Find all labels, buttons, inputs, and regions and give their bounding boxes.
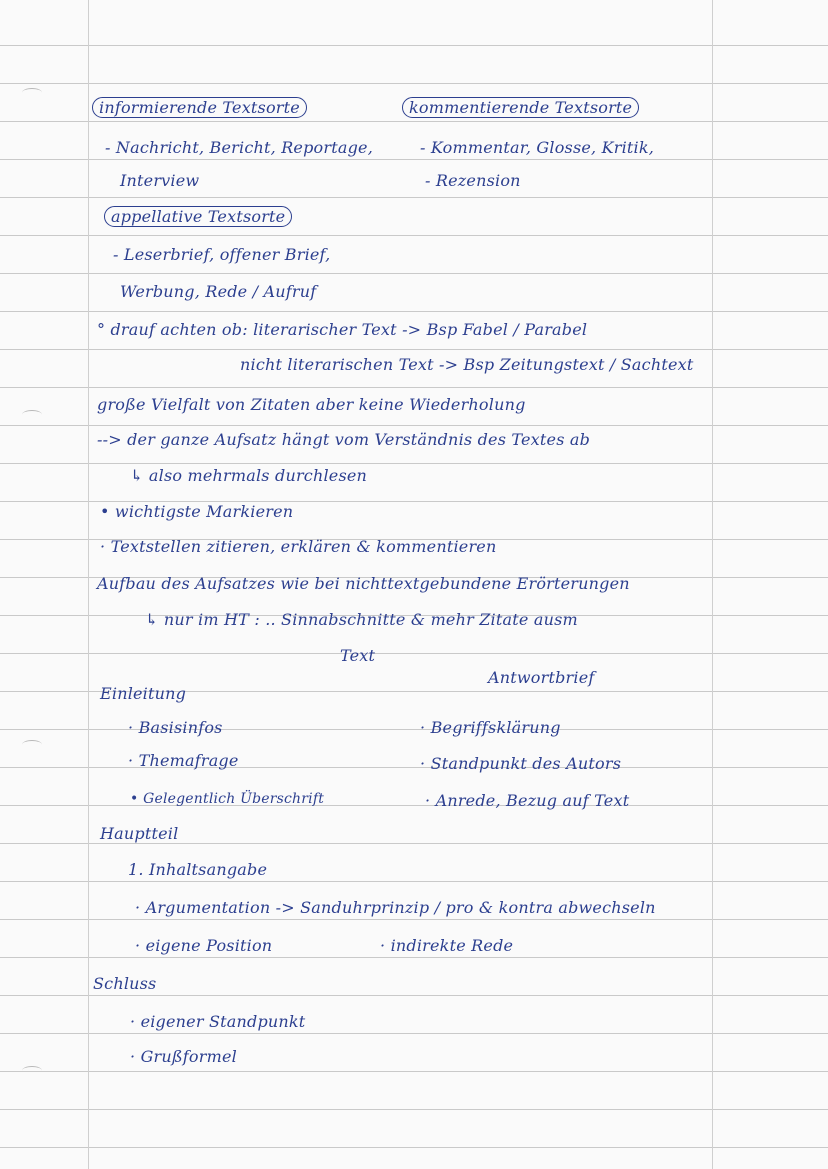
punch-hole-mark	[22, 410, 42, 419]
note-line: · eigene Position	[135, 936, 273, 955]
section-heading-schluss: Schluss	[93, 974, 157, 993]
note-line: ↳ also mehrmals durchlesen	[130, 466, 368, 485]
note-line: - Nachricht, Bericht, Reportage,	[105, 138, 373, 157]
note-line: Aufbau des Aufsatzes wie bei nichttextgebundene Erörterungen	[97, 574, 630, 593]
heading-informierende-textsorte: informierende Textsorte	[92, 97, 307, 118]
section-heading-einleitung: Einleitung	[100, 684, 187, 703]
note-line: • wichtigste Markieren	[100, 502, 294, 521]
right-margin-line	[712, 0, 713, 1169]
note-line: Antwortbrief	[488, 668, 595, 687]
note-line: · Begriffsklärung	[420, 718, 561, 737]
note-line: · Basisinfos	[128, 718, 223, 737]
note-line: - Rezension	[425, 171, 521, 190]
note-line: Werbung, Rede / Aufruf	[120, 282, 317, 301]
punch-hole-mark	[22, 88, 42, 97]
punch-hole-mark	[22, 1066, 42, 1075]
note-line: · Anrede, Bezug auf Text	[425, 791, 630, 810]
heading-kommentierende-textsorte: kommentierende Textsorte	[402, 97, 639, 118]
note-line: große Vielfalt von Zitaten aber keine Wiederholung	[97, 395, 526, 414]
note-line: ° drauf achten ob: literarischer Text -> Bsp Fabel / Parabel	[97, 320, 588, 339]
left-margin-line	[88, 0, 89, 1169]
note-line: - Leserbrief, offener Brief,	[113, 245, 331, 264]
punch-hole-mark	[22, 740, 42, 749]
note-line: · Standpunkt des Autors	[420, 754, 622, 773]
note-line: nicht literarischen Text -> Bsp Zeitungstext / Sachtext	[240, 355, 694, 374]
note-line: 1. Inhaltsangabe	[128, 860, 268, 879]
note-line: Text	[340, 646, 376, 665]
heading-appellative-textsorte: appellative Textsorte	[104, 206, 292, 227]
note-line: · indirekte Rede	[380, 936, 514, 955]
note-line: - Kommentar, Glosse, Kritik,	[420, 138, 655, 157]
note-line: • Gelegentlich Überschrift	[130, 791, 325, 807]
note-line: · Grußformel	[130, 1047, 237, 1066]
note-line: · Themafrage	[128, 751, 239, 770]
note-line: · eigener Standpunkt	[130, 1012, 306, 1031]
note-line: --> der ganze Aufsatz hängt vom Verständnis des Textes ab	[97, 430, 591, 449]
note-line: ↳ nur im HT : .. Sinnabschnitte & mehr Zitate ausm	[145, 610, 578, 629]
section-heading-hauptteil: Hauptteil	[100, 824, 179, 843]
note-line: · Argumentation -> Sanduhrprinzip / pro & kontra abwechseln	[135, 898, 656, 917]
note-line: Interview	[120, 171, 200, 190]
note-line: · Textstellen zitieren, erklären & kommentieren	[100, 537, 497, 556]
